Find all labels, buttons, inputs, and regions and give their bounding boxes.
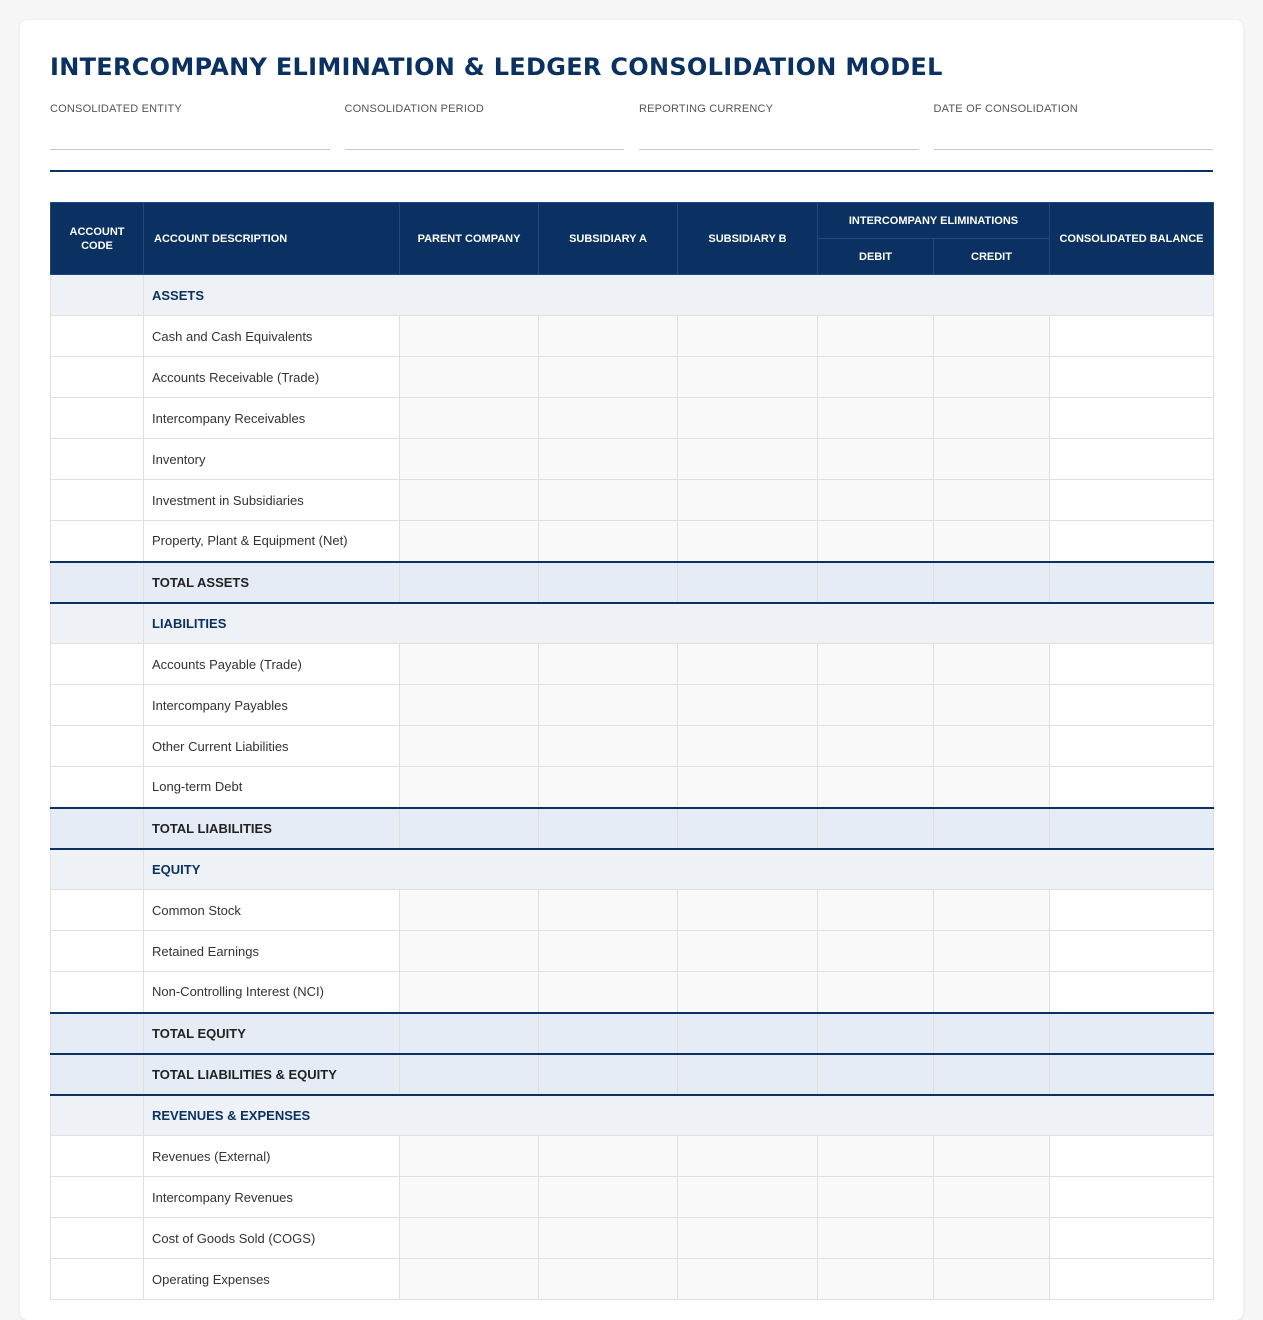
credit-cell[interactable]: [934, 1259, 1050, 1300]
account-code-cell[interactable]: [51, 890, 144, 931]
table-row: [51, 726, 1214, 767]
section-label-equity: EQUITY: [144, 849, 1214, 890]
subsidiary-a-cell[interactable]: [539, 1177, 678, 1218]
table-row: [51, 316, 1214, 357]
total-label-total-assets: TOTAL ASSETS: [144, 562, 400, 603]
consolidation-period-input[interactable]: [345, 124, 625, 150]
credit-cell[interactable]: [934, 1013, 1050, 1054]
subsidiary-b-cell[interactable]: [678, 1259, 818, 1300]
table-row: [51, 480, 1214, 521]
consolidated-balance-cell[interactable]: [1050, 726, 1214, 767]
subsidiary-a-cell[interactable]: [539, 1218, 678, 1259]
account-code-cell: [51, 849, 144, 890]
consolidated-balance-cell[interactable]: [1050, 1013, 1214, 1054]
account-description-intercompany-revenues: Intercompany Revenues: [144, 1177, 400, 1218]
subsidiary-a-cell[interactable]: [539, 726, 678, 767]
debit-cell[interactable]: [818, 644, 934, 685]
subsidiary-a-cell[interactable]: [539, 890, 678, 931]
subsidiary-b-cell[interactable]: [678, 1136, 818, 1177]
total-label-total-liabilities: TOTAL LIABILITIES: [144, 808, 400, 849]
parent-company-cell[interactable]: [400, 439, 539, 480]
account-code-cell[interactable]: [51, 1218, 144, 1259]
credit-cell[interactable]: [934, 562, 1050, 603]
debit-cell[interactable]: [818, 767, 934, 808]
parent-company-cell[interactable]: [400, 521, 539, 562]
subsidiary-a-cell[interactable]: [539, 562, 678, 603]
credit-cell[interactable]: [934, 480, 1050, 521]
account-description-revenues-external: Revenues (External): [144, 1136, 400, 1177]
table-row: [51, 685, 1214, 726]
subsidiary-b-cell[interactable]: [678, 480, 818, 521]
account-description-long-term-debt: Long-term Debt: [144, 767, 400, 808]
total-row: [51, 808, 1214, 849]
parent-company-cell[interactable]: [400, 1054, 539, 1095]
account-code-cell[interactable]: [51, 439, 144, 480]
debit-cell[interactable]: [818, 726, 934, 767]
date-of-consolidation-input[interactable]: [934, 124, 1214, 150]
account-code-cell[interactable]: [51, 767, 144, 808]
account-description-investment-in-subsidiaries: Investment in Subsidiaries: [144, 480, 400, 521]
account-description-accounts-receivable-trade: Accounts Receivable (Trade): [144, 357, 400, 398]
credit-cell[interactable]: [934, 890, 1050, 931]
header-subsidiary-b: SUBSIDIARY B: [678, 203, 818, 275]
debit-cell[interactable]: [818, 316, 934, 357]
debit-cell[interactable]: [818, 1054, 934, 1095]
debit-cell[interactable]: [818, 562, 934, 603]
account-description-property-plant-equipment-net: Property, Plant & Equipment (Net): [144, 521, 400, 562]
consolidated-balance-cell[interactable]: [1050, 1259, 1214, 1300]
account-code-cell: [51, 1054, 144, 1095]
subsidiary-b-cell[interactable]: [678, 890, 818, 931]
header-debit: DEBIT: [818, 239, 934, 275]
consolidated-balance-cell[interactable]: [1050, 1177, 1214, 1218]
page-title: INTERCOMPANY ELIMINATION & LEDGER CONSOLIDATION MODEL: [50, 53, 943, 81]
subsidiary-b-cell[interactable]: [678, 1013, 818, 1054]
parent-company-cell[interactable]: [400, 357, 539, 398]
header-subsidiary-a: SUBSIDIARY A: [539, 203, 678, 275]
credit-cell[interactable]: [934, 1136, 1050, 1177]
consolidation-table: [50, 202, 1214, 1300]
account-description-common-stock: Common Stock: [144, 890, 400, 931]
subsidiary-b-cell[interactable]: [678, 767, 818, 808]
section-row: [51, 849, 1214, 890]
subsidiary-a-cell[interactable]: [539, 1013, 678, 1054]
parent-company-cell[interactable]: [400, 808, 539, 849]
credit-cell[interactable]: [934, 644, 1050, 685]
debit-cell[interactable]: [818, 685, 934, 726]
account-code-cell[interactable]: [51, 398, 144, 439]
parent-company-cell[interactable]: [400, 1218, 539, 1259]
subsidiary-a-cell[interactable]: [539, 398, 678, 439]
subsidiary-a-cell[interactable]: [539, 808, 678, 849]
parent-company-cell[interactable]: [400, 644, 539, 685]
consolidated-balance-cell[interactable]: [1050, 972, 1214, 1013]
table-row: [51, 1218, 1214, 1259]
subsidiary-b-cell[interactable]: [678, 1054, 818, 1095]
reporting-currency-input[interactable]: [639, 124, 919, 150]
parent-company-cell[interactable]: [400, 1136, 539, 1177]
consolidated-balance-cell[interactable]: [1050, 521, 1214, 562]
account-code-cell: [51, 808, 144, 849]
account-code-cell[interactable]: [51, 1177, 144, 1218]
debit-cell[interactable]: [818, 480, 934, 521]
credit-cell[interactable]: [934, 1218, 1050, 1259]
account-code-cell[interactable]: [51, 1259, 144, 1300]
debit-cell[interactable]: [818, 1177, 934, 1218]
section-row: [51, 1095, 1214, 1136]
subsidiary-b-cell[interactable]: [678, 931, 818, 972]
table-row: [51, 521, 1214, 562]
account-code-cell: [51, 1095, 144, 1136]
credit-cell[interactable]: [934, 931, 1050, 972]
table-row: [51, 439, 1214, 480]
consolidation-period-field: [345, 102, 625, 150]
debit-cell[interactable]: [818, 1013, 934, 1054]
account-code-cell[interactable]: [51, 357, 144, 398]
subsidiary-a-cell[interactable]: [539, 1259, 678, 1300]
subsidiary-a-cell[interactable]: [539, 767, 678, 808]
date-of-consolidation-label: DATE OF CONSOLIDATION: [933, 103, 1078, 115]
debit-cell[interactable]: [818, 1259, 934, 1300]
subsidiary-a-cell[interactable]: [539, 521, 678, 562]
subsidiary-b-cell[interactable]: [678, 316, 818, 357]
date-of-consolidation-field: [934, 102, 1214, 150]
section-label-revenues-expenses: REVENUES & EXPENSES: [144, 1095, 1214, 1136]
subsidiary-a-cell[interactable]: [539, 316, 678, 357]
subsidiary-b-cell[interactable]: [678, 726, 818, 767]
subsidiary-b-cell[interactable]: [678, 685, 818, 726]
account-code-cell[interactable]: [51, 972, 144, 1013]
subsidiary-b-cell[interactable]: [678, 398, 818, 439]
total-label-total-equity: TOTAL EQUITY: [144, 1013, 400, 1054]
subsidiary-a-cell[interactable]: [539, 685, 678, 726]
parent-company-cell[interactable]: [400, 1177, 539, 1218]
header-fields: [50, 102, 1213, 172]
subsidiary-b-cell[interactable]: [678, 808, 818, 849]
account-description-intercompany-payables: Intercompany Payables: [144, 685, 400, 726]
account-code-cell: [51, 603, 144, 644]
subsidiary-a-cell[interactable]: [539, 1136, 678, 1177]
consolidated-balance-cell[interactable]: [1050, 1218, 1214, 1259]
account-description-intercompany-receivables: Intercompany Receivables: [144, 398, 400, 439]
parent-company-cell[interactable]: [400, 480, 539, 521]
subsidiary-a-cell[interactable]: [539, 439, 678, 480]
total-label-total-liabilities-equity: TOTAL LIABILITIES & EQUITY: [144, 1054, 400, 1095]
parent-company-cell[interactable]: [400, 767, 539, 808]
consolidated-entity-input[interactable]: [50, 124, 330, 150]
parent-company-cell[interactable]: [400, 890, 539, 931]
credit-cell[interactable]: [934, 398, 1050, 439]
parent-company-cell[interactable]: [400, 972, 539, 1013]
account-description-inventory: Inventory: [144, 439, 400, 480]
credit-cell[interactable]: [934, 767, 1050, 808]
parent-company-cell[interactable]: [400, 398, 539, 439]
parent-company-cell[interactable]: [400, 726, 539, 767]
parent-company-cell[interactable]: [400, 1259, 539, 1300]
subsidiary-a-cell[interactable]: [539, 357, 678, 398]
table-row: [51, 972, 1214, 1013]
subsidiary-b-cell[interactable]: [678, 1218, 818, 1259]
table-row: [51, 644, 1214, 685]
debit-cell[interactable]: [818, 357, 934, 398]
account-code-cell[interactable]: [51, 726, 144, 767]
credit-cell[interactable]: [934, 439, 1050, 480]
debit-cell[interactable]: [818, 931, 934, 972]
parent-company-cell[interactable]: [400, 685, 539, 726]
consolidated-entity-field: [50, 102, 330, 150]
consolidated-balance-cell[interactable]: [1050, 1136, 1214, 1177]
table-row: [51, 1177, 1214, 1218]
credit-cell[interactable]: [934, 1177, 1050, 1218]
header-account-code: ACCOUNT CODE: [51, 203, 144, 275]
debit-cell[interactable]: [818, 439, 934, 480]
debit-cell[interactable]: [818, 890, 934, 931]
subsidiary-a-cell[interactable]: [539, 480, 678, 521]
account-code-cell: [51, 275, 144, 316]
section-label-assets: ASSETS: [144, 275, 1214, 316]
debit-cell[interactable]: [818, 972, 934, 1013]
parent-company-cell[interactable]: [400, 562, 539, 603]
account-description-retained-earnings: Retained Earnings: [144, 931, 400, 972]
consolidated-balance-cell[interactable]: [1050, 562, 1214, 603]
account-description-accounts-payable-trade: Accounts Payable (Trade): [144, 644, 400, 685]
credit-cell[interactable]: [934, 316, 1050, 357]
table-row: [51, 931, 1214, 972]
table-body: [51, 275, 1214, 1300]
table-row: [51, 767, 1214, 808]
debit-cell[interactable]: [818, 1218, 934, 1259]
subsidiary-b-cell[interactable]: [678, 972, 818, 1013]
consolidated-balance-cell[interactable]: [1050, 890, 1214, 931]
table-row: [51, 1259, 1214, 1300]
header-account-description: ACCOUNT DESCRIPTION: [144, 203, 400, 275]
subsidiary-a-cell[interactable]: [539, 1054, 678, 1095]
section-row: [51, 275, 1214, 316]
account-code-cell[interactable]: [51, 521, 144, 562]
section-row: [51, 603, 1214, 644]
debit-cell[interactable]: [818, 398, 934, 439]
subsidiary-b-cell[interactable]: [678, 521, 818, 562]
consolidated-balance-cell[interactable]: [1050, 931, 1214, 972]
subsidiary-a-cell[interactable]: [539, 972, 678, 1013]
account-code-cell: [51, 1013, 144, 1054]
account-code-cell[interactable]: [51, 931, 144, 972]
debit-cell[interactable]: [818, 1136, 934, 1177]
account-description-operating-expenses: Operating Expenses: [144, 1259, 400, 1300]
subsidiary-b-cell[interactable]: [678, 1177, 818, 1218]
consolidated-balance-cell[interactable]: [1050, 808, 1214, 849]
consolidation-period-label: CONSOLIDATION PERIOD: [344, 103, 484, 115]
header-credit: CREDIT: [934, 239, 1050, 275]
table-header: [51, 203, 1214, 275]
table-row: [51, 357, 1214, 398]
credit-cell[interactable]: [934, 685, 1050, 726]
subsidiary-a-cell[interactable]: [539, 931, 678, 972]
total-row: [51, 1013, 1214, 1054]
credit-cell[interactable]: [934, 521, 1050, 562]
account-code-cell[interactable]: [51, 480, 144, 521]
consolidated-balance-cell[interactable]: [1050, 644, 1214, 685]
subsidiary-b-cell[interactable]: [678, 644, 818, 685]
consolidation-worksheet: [20, 20, 1243, 1320]
credit-cell[interactable]: [934, 726, 1050, 767]
header-parent-company: PARENT COMPANY: [400, 203, 539, 275]
consolidated-balance-cell[interactable]: [1050, 439, 1214, 480]
debit-cell[interactable]: [818, 521, 934, 562]
consolidated-balance-cell[interactable]: [1050, 1054, 1214, 1095]
section-label-liabilities: LIABILITIES: [144, 603, 1214, 644]
consolidated-balance-cell[interactable]: [1050, 316, 1214, 357]
consolidated-balance-cell[interactable]: [1050, 357, 1214, 398]
parent-company-cell[interactable]: [400, 316, 539, 357]
account-code-cell: [51, 562, 144, 603]
account-description-non-controlling-interest-nci: Non-Controlling Interest (NCI): [144, 972, 400, 1013]
account-description-cost-of-goods-sold-cogs: Cost of Goods Sold (COGS): [144, 1218, 400, 1259]
table-row: [51, 1136, 1214, 1177]
credit-cell[interactable]: [934, 808, 1050, 849]
credit-cell[interactable]: [934, 1054, 1050, 1095]
reporting-currency-field: [639, 102, 919, 150]
parent-company-cell[interactable]: [400, 1013, 539, 1054]
header-intercompany-eliminations: INTERCOMPANY ELIMINATIONS: [818, 203, 1050, 239]
account-code-cell[interactable]: [51, 644, 144, 685]
account-description-other-current-liabilities: Other Current Liabilities: [144, 726, 400, 767]
header-consolidated-balance: CONSOLIDATED BALANCE: [1050, 203, 1214, 275]
credit-cell[interactable]: [934, 357, 1050, 398]
account-description-cash-and-cash-equivalents: Cash and Cash Equivalents: [144, 316, 400, 357]
consolidated-balance-cell[interactable]: [1050, 767, 1214, 808]
subsidiary-b-cell[interactable]: [678, 439, 818, 480]
consolidated-balance-cell[interactable]: [1050, 685, 1214, 726]
consolidated-entity-label: CONSOLIDATED ENTITY: [50, 103, 182, 115]
credit-cell[interactable]: [934, 972, 1050, 1013]
subsidiary-a-cell[interactable]: [539, 644, 678, 685]
consolidated-balance-cell[interactable]: [1050, 480, 1214, 521]
debit-cell[interactable]: [818, 808, 934, 849]
subsidiary-b-cell[interactable]: [678, 562, 818, 603]
table-row: [51, 890, 1214, 931]
total-row: [51, 562, 1214, 603]
account-code-cell[interactable]: [51, 685, 144, 726]
total-row: [51, 1054, 1214, 1095]
parent-company-cell[interactable]: [400, 931, 539, 972]
account-code-cell[interactable]: [51, 316, 144, 357]
subsidiary-b-cell[interactable]: [678, 357, 818, 398]
reporting-currency-label: REPORTING CURRENCY: [639, 103, 774, 115]
consolidated-balance-cell[interactable]: [1050, 398, 1214, 439]
account-code-cell[interactable]: [51, 1136, 144, 1177]
table-row: [51, 398, 1214, 439]
